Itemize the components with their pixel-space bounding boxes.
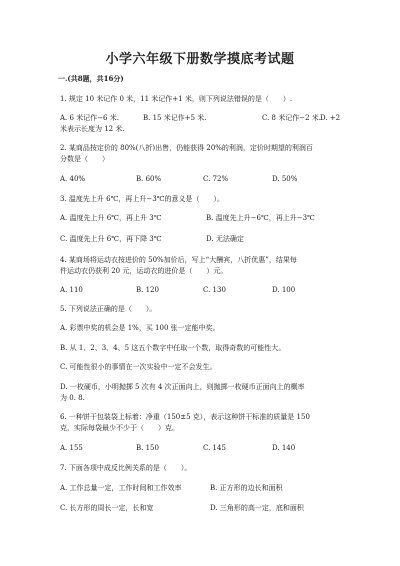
section-heading: 一.(共8题，共16分) (58, 74, 124, 83)
question-4-option-d: D. 100 (272, 286, 296, 294)
question-6-stem-cont: 克，实际每袋最少不少于（ ）克。 (60, 424, 179, 432)
question-1-option-b: B. 15 米记作+5 米. (143, 114, 207, 122)
question-4-stem-cont: 件运动衣仍获利 20 元，运动衣的进价是（ ）元。 (60, 267, 228, 275)
question-2-option-d: D. 50% (272, 175, 298, 183)
question-5-stem: 5. 下列说法正确的是（ ）。 (60, 305, 157, 313)
question-2-stem: 2. 某商品按定价的 80%(八折)出售，仍能获得 20%的利润，定价时期望的利润百 (60, 144, 313, 152)
question-7-option-d: D. 三角形的高一定，底和面积 (210, 504, 304, 512)
question-6-option-c: C. 145 (203, 444, 226, 452)
question-1-option-d-cont: 米表示长度为 12 米. (60, 125, 125, 133)
page-title: 小学六年级下册数学摸底考试题 (105, 52, 295, 67)
question-2-option-b: B. 60% (136, 175, 162, 183)
question-7-option-c: C. 长方形的周长一定，长和宽 (60, 504, 154, 512)
question-6-option-d: D. 140 (272, 444, 296, 452)
question-6-stem: 6. 一种饼干包装袋上标着：净重（150±5 克），表示这种饼干标准的质量是 150 (60, 413, 310, 421)
question-7-stem: 7. 下面各项中成反比例关系的是（ ）。 (60, 464, 192, 472)
question-4-option-a: A. 110 (60, 286, 83, 294)
question-2-option-a: A. 40% (60, 175, 86, 183)
question-1-option-d: D. +2 (320, 114, 341, 122)
question-2-option-c: C. 72% (203, 175, 229, 183)
question-4-option-c: C. 130 (203, 286, 226, 294)
question-5-option-a: A. 彩票中奖的机会是 1%，买 100 张一定能中奖。 (60, 324, 220, 332)
question-1-stem: 1. 规定 10 米记作 0 米，11 米记作+1 米，则下列说法错误的是（ ）. (60, 95, 293, 103)
question-2-stem-cont: 分数是（ ） (60, 155, 109, 163)
question-7-option-a: A. 工作总量一定，工作时间和工作效率 (60, 484, 182, 492)
question-3-option-b: B. 温度先上升−6℃，再上升−3℃ (206, 214, 315, 222)
question-5-option-c: C. 可能性很小的事情在一次实验中一定不会发生。 (60, 363, 217, 371)
question-4-option-b: B. 120 (136, 286, 159, 294)
question-3-option-d: D. 无法确定 (206, 235, 244, 243)
question-5-option-d: D. 一枚硬币，小明抛掷 5 次有 4 次正面向上，则抛掷一枚硬币正面向上的概率 (60, 383, 305, 391)
question-5-option-d-cont: 为 0. 8. (60, 394, 85, 402)
question-4-stem: 4. 某商场将运动衣按进价的 50%加价后，写上“大酬宾，八折优惠”，结果每 (60, 256, 297, 264)
question-6-option-b: B. 150 (136, 444, 159, 452)
question-3-option-c: C. 温度先上升 6℃，再下降 3℃ (60, 235, 162, 243)
question-3-option-a: A. 温度先上升 6℃，再上升 3℃ (60, 214, 162, 222)
question-1-option-a: A. 6 米记作−6 米. (60, 114, 119, 122)
question-1-option-c: C. 8 米记作−2 米. (262, 114, 322, 122)
question-3-stem: 3. 温度先上升 6℃，再上升−3℃的意义是（ ）。 (60, 195, 225, 203)
question-7-option-b: B. 正方形的边长和面积 (210, 484, 283, 492)
question-5-option-b: B. 从 1、2、3、4、5 这五个数字中任取一个数，取得奇数的可能性大。 (60, 344, 286, 352)
question-6-option-a: A. 155 (60, 444, 83, 452)
